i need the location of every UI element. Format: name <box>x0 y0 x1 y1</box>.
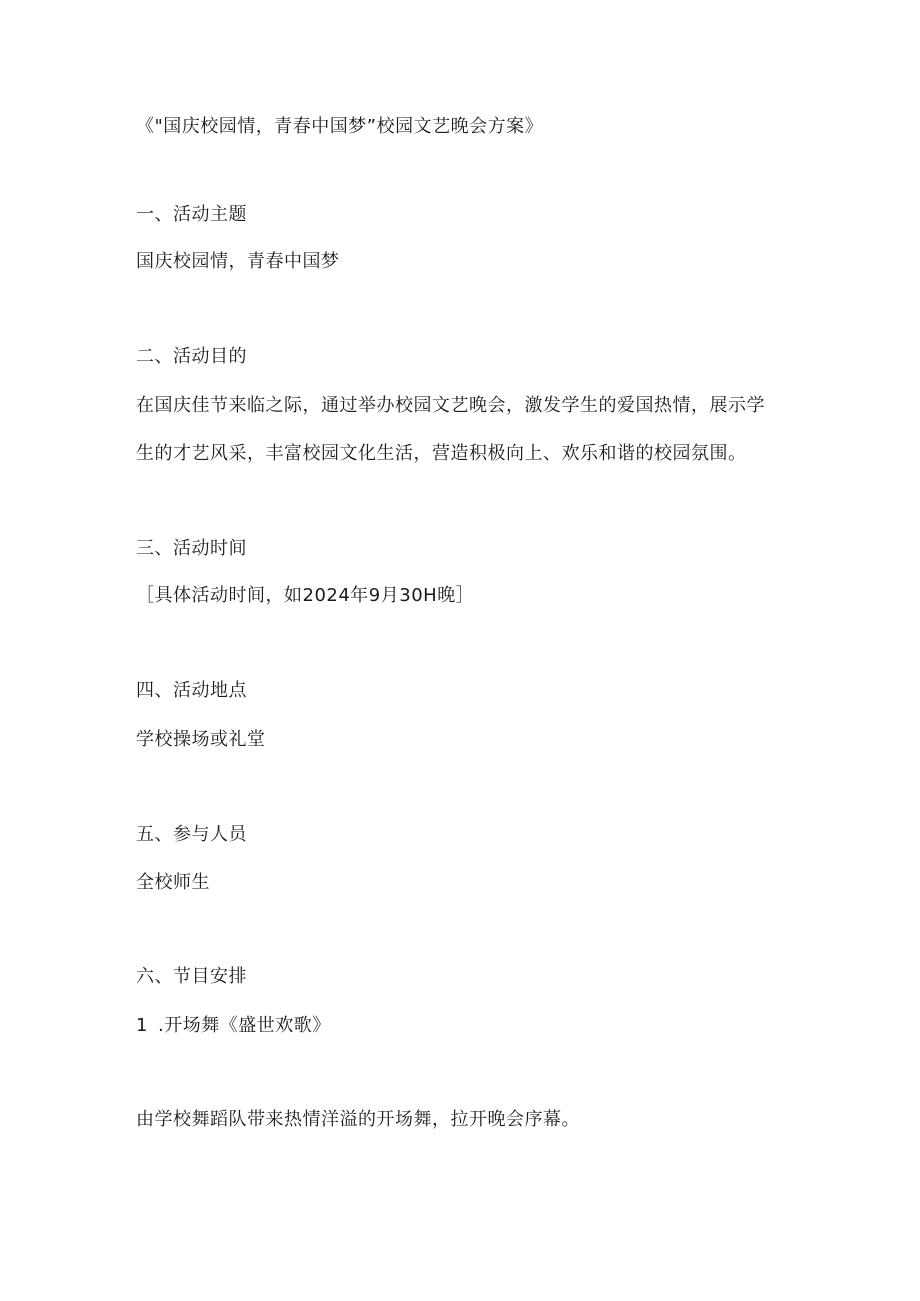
section-heading-purpose: 二、活动目的 <box>136 346 247 367</box>
section-body-participants: 全校师生 <box>136 872 210 893</box>
program-item-description: 由学校舞蹈队带来热情洋溢的开场舞，拉开晚会序幕。 <box>136 1109 580 1130</box>
section-heading-theme: 一、活动主题 <box>136 204 247 225</box>
section-body-purpose-line-1: 在国庆佳节来临之际，通过举办校园文艺晚会，激发学生的爱国热情，展示学 <box>136 395 765 416</box>
section-heading-location: 四、活动地点 <box>136 680 247 701</box>
section-body-location: 学校操场或礼堂 <box>136 729 266 750</box>
section-heading-participants: 五、参与人员 <box>136 824 247 845</box>
section-body-purpose-line-2: 生的才艺风采，丰富校园文化生活，营造积极向上、欢乐和谐的校园氛围。 <box>136 443 747 464</box>
document-title: 《"国庆校园情，青春中国梦”校园文艺晚会方案》 <box>136 116 544 137</box>
section-heading-program: 六、节目安排 <box>136 966 247 987</box>
section-body-theme: 国庆校园情，青春中国梦 <box>136 251 340 272</box>
program-item <box>136 1014 331 1038</box>
section-body-time: ［具体活动时间，如2024年9月30H晚］ <box>136 585 475 606</box>
section-heading-time: 三、活动时间 <box>136 538 247 559</box>
program-item-label: .开场舞《盛世欢歌》 <box>158 1015 331 1036</box>
program-item-number: 1 <box>136 1015 148 1036</box>
